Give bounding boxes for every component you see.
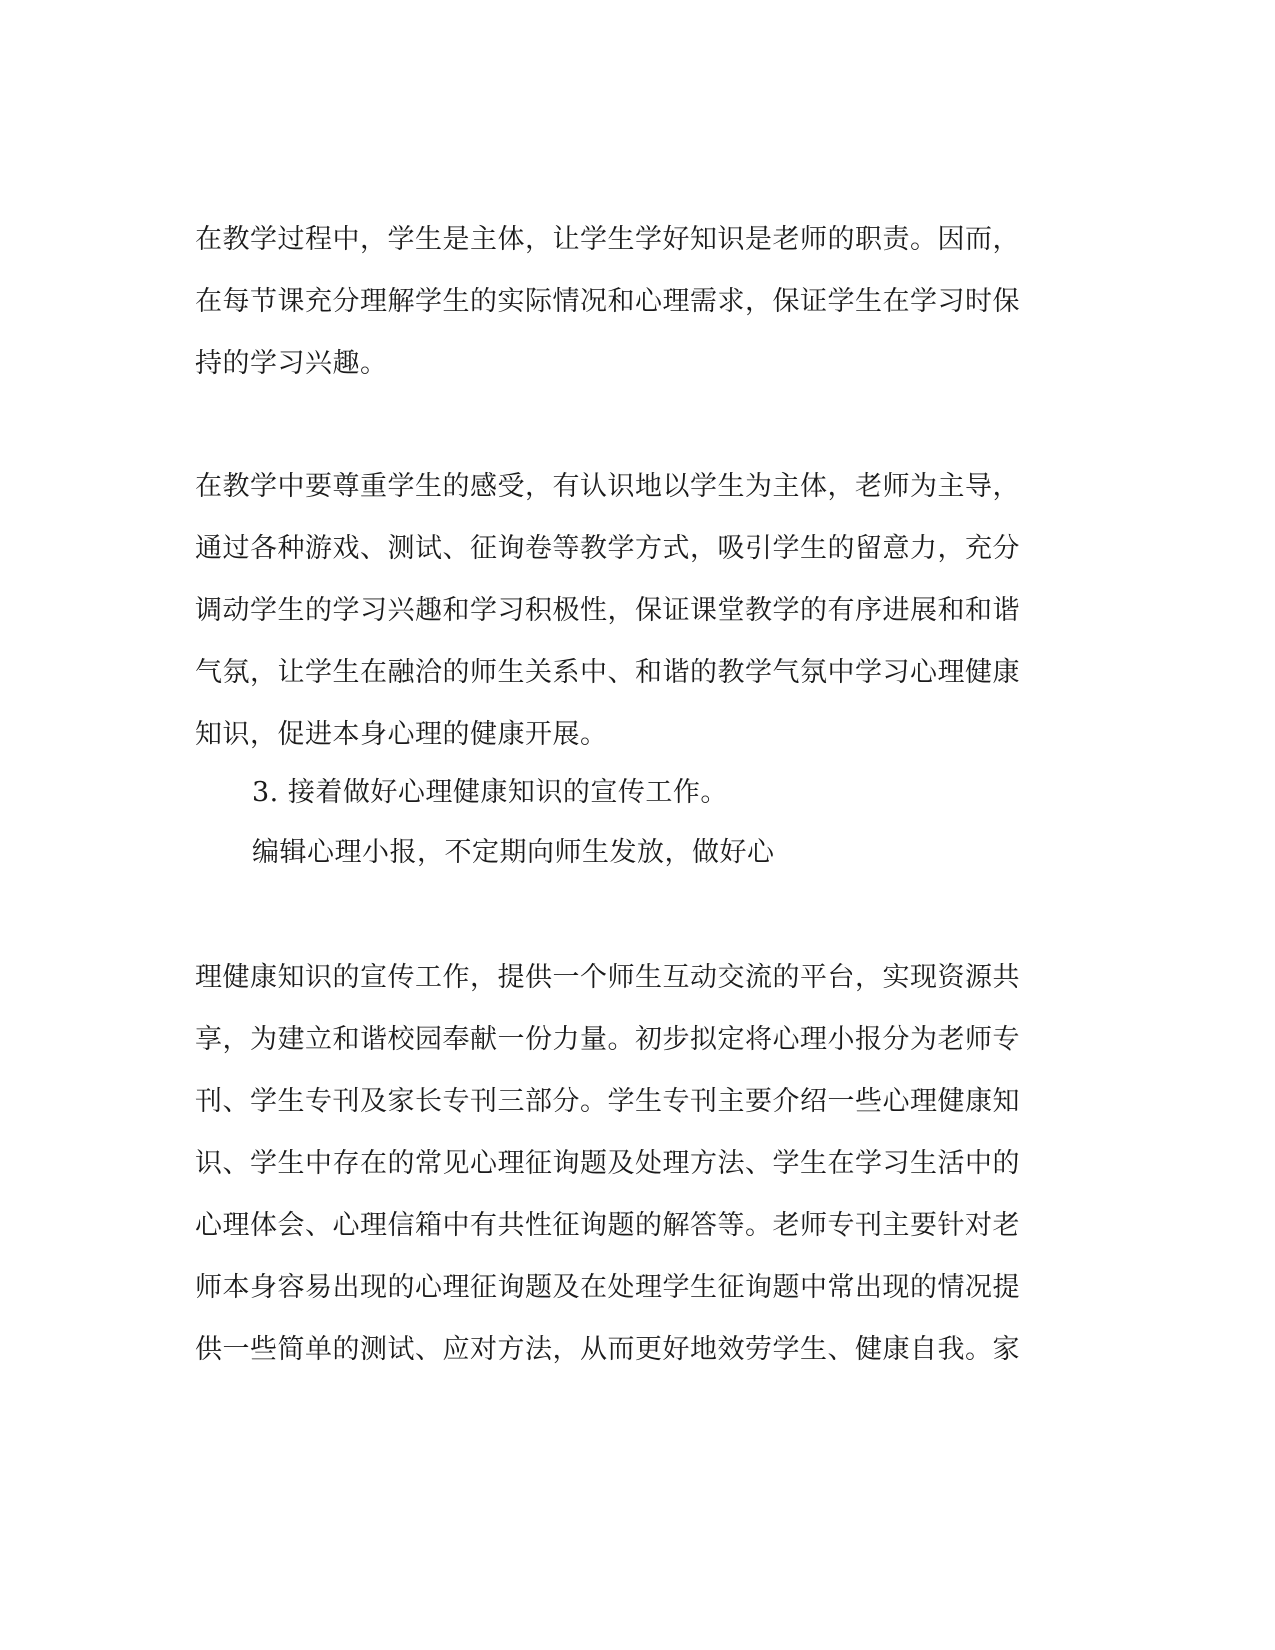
paragraph-3-line-1: 编辑心理小报，不定期向师生发放，做好心 xyxy=(252,837,775,868)
paragraph-2-line-3: 调动学生的学习兴趣和学习积极性，保证课堂教学的有序进展和和谐 xyxy=(195,595,1020,626)
section-heading-3: 3. 接着做好心理健康知识的宣传工作。 xyxy=(252,777,728,808)
paragraph-2-line-2: 通过各种游戏、测试、征询卷等教学方式，吸引学生的留意力，充分 xyxy=(195,533,1020,564)
paragraph-1-line-1: 在教学过程中，学生是主体，让学生学好知识是老师的职责。因而， xyxy=(195,224,1020,255)
paragraph-2-line-1: 在教学中要尊重学生的感受，有认识地以学生为主体，老师为主导， xyxy=(195,471,1020,502)
paragraph-4-line-1: 理健康知识的宣传工作，提供一个师生互动交流的平台，实现资源共 xyxy=(195,962,1020,993)
paragraph-4-line-3: 刊、学生专刊及家长专刊三部分。学生专刊主要介绍一些心理健康知 xyxy=(195,1086,1020,1117)
paragraph-4-line-7: 供一些简单的测试、应对方法，从而更好地效劳学生、健康自我。家 xyxy=(195,1334,1020,1365)
paragraph-1-line-3: 持的学习兴趣。 xyxy=(195,348,388,379)
paragraph-4-line-2: 享，为建立和谐校园奉献一份力量。初步拟定将心理小报分为老师专 xyxy=(195,1024,1020,1055)
paragraph-4-line-6: 师本身容易出现的心理征询题及在处理学生征询题中常出现的情况提 xyxy=(195,1272,1020,1303)
paragraph-2-line-5: 知识，促进本身心理的健康开展。 xyxy=(195,719,608,750)
paragraph-1-line-2: 在每节课充分理解学生的实际情况和心理需求，保证学生在学习时保 xyxy=(195,286,1020,317)
paragraph-4-line-5: 心理体会、心理信箱中有共性征询题的解答等。老师专刊主要针对老 xyxy=(195,1210,1020,1241)
paragraph-2-line-4: 气氛，让学生在融洽的师生关系中、和谐的教学气氛中学习心理健康 xyxy=(195,657,1020,688)
paragraph-4-line-4: 识、学生中存在的常见心理征询题及处理方法、学生在学习生活中的 xyxy=(195,1148,1020,1179)
